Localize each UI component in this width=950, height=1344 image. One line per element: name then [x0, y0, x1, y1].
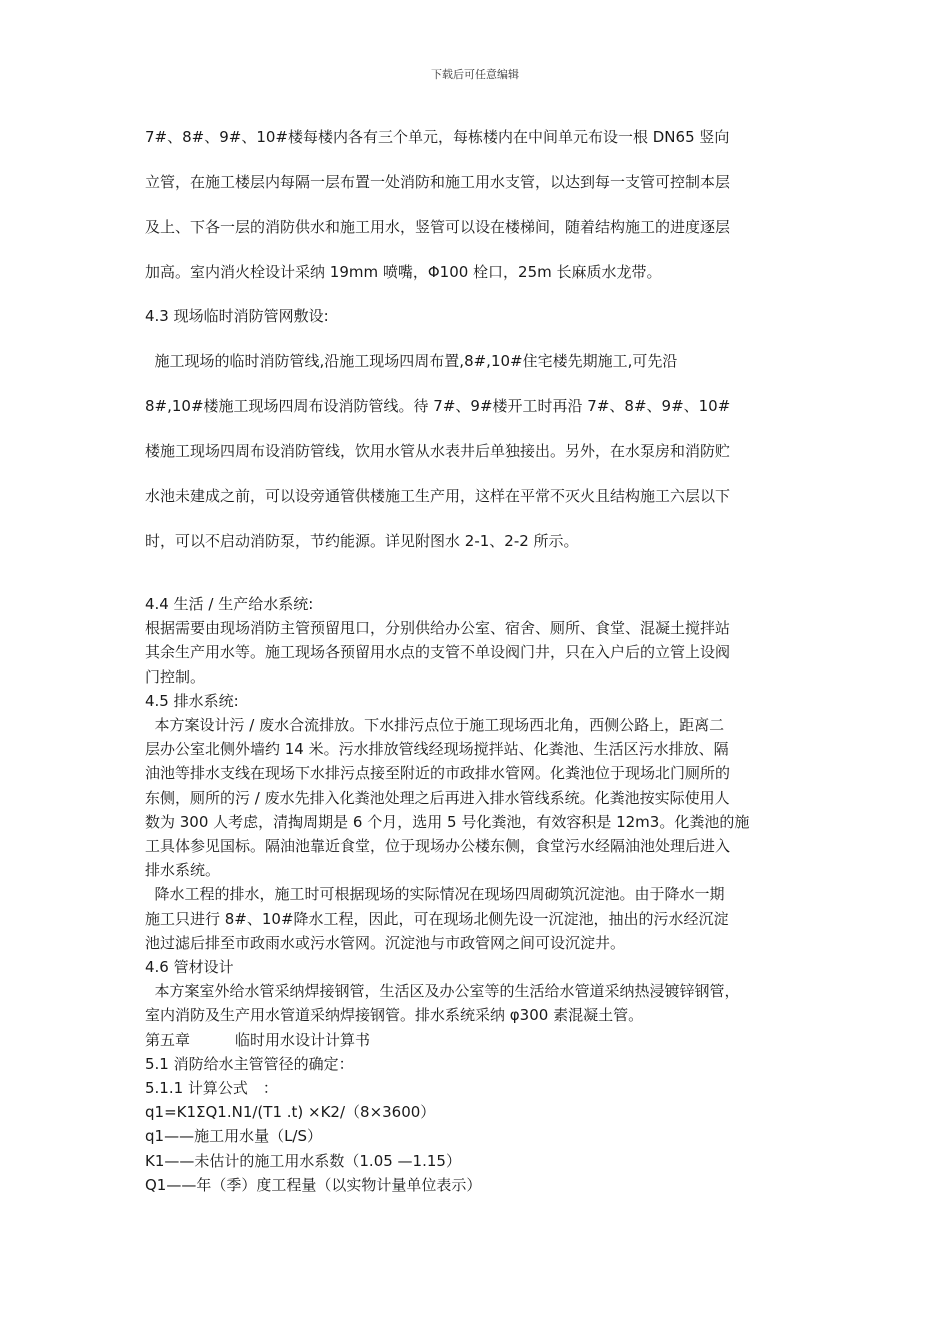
- paragraph-line: 东侧，厕所的污 / 废水先排入化粪池处理之后再进入排水管线系统。化粪池按实际使用人: [145, 788, 730, 807]
- paragraph-line: 加高。室内消火栓设计采纳 19mm 喷嘴，Φ100 栓口，25m 长麻质水龙带。: [145, 263, 662, 281]
- paragraph-line: 池过滤后排至市政雨水或污水管网。沉淀池与市政管网之间可设沉淀井。: [145, 933, 626, 952]
- paragraph-line: 水池未建成之前，可以设旁通管供楼施工生产用，这样在平常不灭火且结构施工六层以下: [145, 487, 731, 505]
- paragraph-line: 排水系统。: [145, 861, 221, 880]
- paragraph-line: 7#、8#、9#、10#楼每楼内各有三个单元，每栋楼内在中间单元布设一根 DN65 竖向: [145, 128, 730, 146]
- paragraph-line: 本方案室外给水管采纳焊接钢管，生活区及办公室等的生活给水管道采纳热浸镀锌钢管，: [145, 982, 740, 1001]
- paragraph-line: 施工只进行 8#、10#降水工程，因此，可在现场北侧先设一沉淀池，抽出的污水经沉淀: [145, 909, 729, 928]
- section-heading: 4.6 管材设计: [145, 958, 234, 977]
- formula-line: q1=K1ΣQ1.N1/(T1 .t) ×K2/（8×3600）: [145, 1103, 436, 1122]
- paragraph-line: 工具体参见国标。隔油池靠近食堂，位于现场办公楼东侧，食堂污水经隔油池处理后进入: [145, 837, 731, 856]
- section-heading: 5.1 消防给水主管管径的确定：: [145, 1054, 354, 1073]
- paragraph-line: 及上、下各一层的消防供水和施工用水，竖管可以设在楼梯间，随着结构施工的进度逐层: [145, 218, 731, 236]
- paragraph-line: 层办公室北侧外墙约 14 米。污水排放管线经现场搅拌站、化粪池、生活区污水排放、隔: [145, 740, 729, 759]
- section-heading: 4.4 生活 / 生产给水系统:: [145, 595, 314, 613]
- paragraph-line: 降水工程的排水，施工时可根据现场的实际情况在现场四周砌筑沉淀池。由于降水一期: [145, 885, 725, 904]
- paragraph-line: 室内消防及生产用水管道采纳焊接钢管。排水系统采纳 φ300 素混凝土管。: [145, 1006, 644, 1025]
- section-heading: 4.3 现场临时消防管网敷设:: [145, 307, 329, 325]
- paragraph-line: 楼施工现场四周布设消防管线，饮用水管从水表井后单独接出。另外，在水泵房和消防贮: [145, 442, 731, 460]
- paragraph-line: 根据需要由现场消防主管预留甩口，分别供给办公室、宿舍、厕所、食堂、混凝土搅拌站: [145, 619, 731, 638]
- paragraph-line: 油池等排水支线在现场下水排污点接至附近的市政排水管网。化粪池位于现场北门厕所的: [145, 764, 731, 783]
- paragraph-line: 施工现场的临时消防管线,沿施工现场四周布置,8#,10#住宅楼先期施工,可先沿: [145, 352, 678, 370]
- dense-text-block: [145, 592, 825, 1197]
- paragraph-line: 时，可以不启动消防泵，节约能源。详见附图水 2-1、2-2 所示。: [145, 532, 579, 550]
- definition-line: Q1——年（季）度工程量（以实物计量单位表示）: [145, 1175, 482, 1194]
- subsection-heading: 5.1.1 计算公式 ：: [145, 1079, 278, 1098]
- section-heading: 4.5 排水系统:: [145, 691, 239, 710]
- chapter-heading: 第五章 临时用水设计计算书: [145, 1030, 371, 1049]
- paragraph-line: 本方案设计污 / 废水合流排放。下水排污点位于施工现场西北角，西侧公路上，距离二: [145, 716, 725, 735]
- paragraph-line: 门控制。: [145, 667, 206, 686]
- page-header: 下载后可任意编辑: [431, 68, 519, 81]
- paragraph-line: 立管，在施工楼层内每隔一层布置一处消防和施工用水支管，以达到每一支管可控制本层: [145, 173, 731, 191]
- definition-line: K1——未估计的施工用水系数（1.05 —1.15）: [145, 1151, 461, 1170]
- paragraph-line: 其余生产用水等。施工现场各预留用水点的支管不单设阀门井，只在入户后的立管上设阀: [145, 643, 731, 662]
- paragraph-line: 8#,10#楼施工现场四周布设消防管线。待 7#、9#楼开工时再沿 7#、8#、9#、10#: [145, 397, 731, 415]
- paragraph-line: 数为 300 人考虑，清掏周期是 6 个月，选用 5 号化粪池，有效容积是 12m3。化粪池的施: [145, 812, 750, 831]
- definition-line: q1——施工用水量（L/S）: [145, 1127, 322, 1146]
